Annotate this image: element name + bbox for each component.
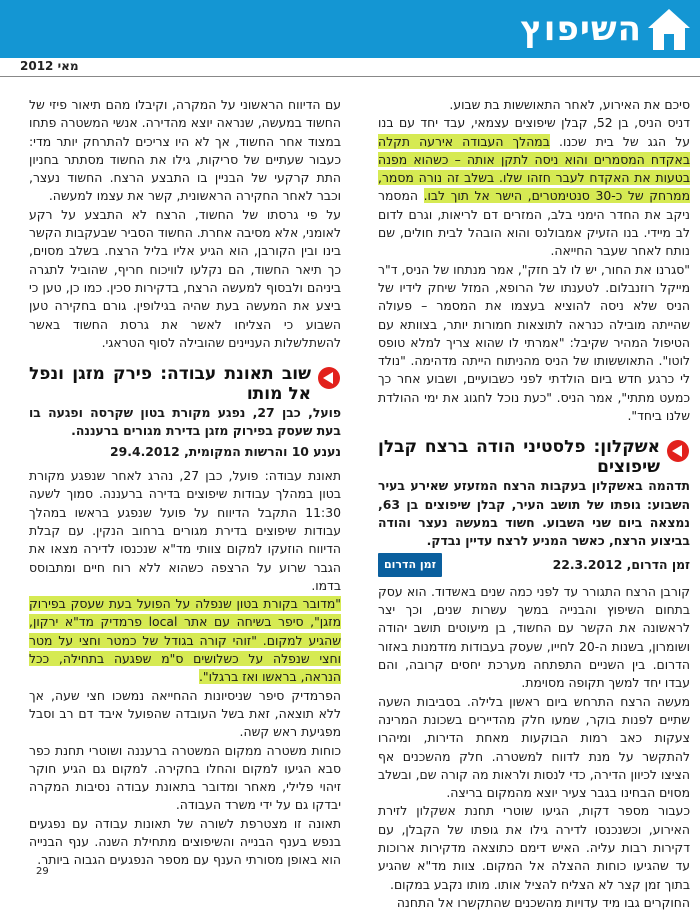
paragraph: "סגרנו את החור, יש לו לב חזק", אמר מנתחו של הניס, ד"ר מייקל רוזנבלום. לטענתו של הרופא, המזל שיחק לידיו של הניס שלא ניסה להוציא בעצמו את המסמר – פעולה שהייתה מובילה כנראה לתוצאות חמורות יותר, בצוותא עם הטיפול המהיר שקיבל: "אמרתי לו שהוא צריך למלא טופס לוטו". התאוששותו של הניס מהניתוח הייתה מדהימה. "נולד לי כרגע חדש ביום הולדתי לפני כשבועיים, ושבוע אחר כך כמעט מתתי", אמר הניס. "כעת נוכל לחגוג את ימי ההולדת שלנו ביחד".	[378, 261, 690, 424]
right-column	[378, 96, 690, 912]
play-arrow-icon	[317, 366, 341, 390]
paragraph: קורבן הרצח התגורר עד לפני כמה שנים באשדוד. הוא עסק בתחום השיפוץ והבנייה במשך עשרות שנים, וכך יצר לראשונה את הקשר עם החשוד, בן מיעוטים תושב יהודה ושומרון, בשנות ה-20 לחייו, שעסק בעבודות מזדמנות באזור הדרום. בין השניים התפתחה מערכת יחסים קרובה, והם עבדו יחד למשך תקופה מסוימת.	[378, 583, 690, 691]
highlighted-text: במהלך העבודה אירעה תקלה באקדח המסמרים והוא ניסה לתקן אותה – כשהוא מפנה בטעות את האקדח לעבר חזהו שלו. בשלב זה נורה מסמר, ממרחק של כ-30 סנטימטרים, הישר אל תוך לבו.	[378, 133, 690, 204]
paragraph: עם הדיווח הראשוני על המקרה, וקיבלו מהם תיאור פיזי של החשוד במעשה, שנראה יוצא מהדירה. אנשי המשטרה פתחו במצוד אחר החשוד, אך לא היו צריכים להתרחק יותר מדי: כעבור שעתיים של סריקות, גילו את החשוד מסתתר בחניון התת קרקעי של הבניין בו התבצע הרצח. החשוד נעצר, וכבר לאחר החקירה הראשונית, קשר את עצמו למעשה.	[29, 97, 341, 204]
issue-date-strip	[0, 58, 700, 77]
play-arrow-icon	[666, 439, 690, 463]
paragraph: כעבור מספר דקות, הגיעו שוטרי תחנת אשקלון לזירת האירוע, וכשנכנסו לדירה גילו את גופתו של הקבלן, עם דקירות רבות עליה. האיש דימם כתוצאה מדקירות ארוכות עד שהגיעו כוחות ההצלה אל המקום. צוות מד"א שהגיע בתוך זמן קצר לא הצליח להציל אותו. מותו נקבע במקום.	[378, 803, 690, 892]
article-heading	[378, 437, 690, 477]
article-source-row	[29, 443, 341, 461]
article-source-row	[378, 553, 690, 577]
paragraph: הפרמדיק סיפר שניסיונות ההחייאה נמשכו חצי שעה, אך ללא תוצאה, זאת בשל העובדה שהפועל איבד דם רב וסבל מפגיעת ראש קשה.	[29, 687, 341, 740]
highlighted-text: "מדובר בקורת בטון שנפלה על הפועל בעת שעסק בפירוק מזגן", סיפר בשיחה עם אתר local פרמדיק מד"א ירקון, שהגיע למקום. "זוהי קורה בגודל של כמטר וחצי על מטר וחצי שנפלה על כשלושים ס"מ שפגעה בתחילה, ככל הנראה, בראשו ואז ברגלו".	[29, 596, 341, 685]
house-icon	[646, 6, 692, 52]
article-title: אשקלון: פלסטיני הודה ברצח קבלן שיפוצים	[378, 437, 660, 478]
paragraph: דניס הניס, בן 52, קבלן שיפוצים עצמאי, עבד יחד עם בנו על הגג של בית שכנו. במהלך העבודה אירעה תקלה באקדח המסמרים והוא ניסה לתקן אותה – כשהוא מפנה בטעות את האקדח לעבר חזהו שלו. בשלב זה נורה מסמר, ממרחק של כ-30 סנטימטרים, הישר אל תוך לבו. המסמר ניקב את החדר הימני בלב, המזרים דם לריאות, וגרם לדום לב מיידי. בנו הזעיק אמבולנס והוא הובהל לבית חולים, שם נותח לאחר שעבר החייאה.	[378, 115, 690, 259]
article-lead: פועל, כבן 27, נפגע מקורת בטון שקרסה ופגעה בו בעת שעסק בפירוק מזגן בדירת מגורים ברעננה.	[29, 405, 341, 439]
paragraph: סיכם את האירוע, לאחר התאוששות בת שבוע.	[449, 97, 690, 112]
paragraph: מעשה הרצח התרחש ביום ראשון בלילה. בסביבות השעה שתיים לפנות בוקר, שמעו חלק מהדיירים בשכונת המרינה צעקות כאב רמות הבוקעות מאחת הדירות, ומיהרו להתקשר על מנת לדווח למשטרה. חלק מהשכנים אף הציצו לכיוון הדירה, כדי לנסות ולראות מה קורה שם, ובשלב מסוים הבחינו בגבר צעיר יוצא מהמקום בריצה.	[378, 693, 690, 801]
article-heading	[29, 364, 341, 404]
paragraph: על פי גרסתו של החשוד, הרצח לא התבצע על רקע לאומני, אלא מסיבה אחרת. החשוד הסביר שבעקבות הקשר בינו ובין הקורבן, הוא הגיע אליו בליל הרצח. בשלב מסוים, כך תיאר החשוד, הם נקלעו לוויכוח חריף, שהוביל לתגרה ביניהם ולבסוף למעשה הרצח, בדקירות סכין. כמו כן, טען כי ביצע את המעשה בעת שהיה בגילופין. גורם בחקירה טען השבוע כי הצליחו לאשר את גרסת החשוד באשר להשתלשלות העניינים שהובילה לסוף הטראגי.	[29, 206, 341, 350]
article-source: נענע 10 והרשות המקומית, 29.4.2012	[110, 443, 341, 459]
paragraph: תאונת עבודה: פועל, כבן 27, נהרג לאחר שנפגע מקורת בטון במהלך עבודות שיפוצים בדירה ברעננה. סמוך לשעה 11:30 התקבל הדיווח על פועל שנפגע בראשו במהלך עבודות שיפוצים בדירת מגורים ברחוב הנקין. עם קבלת הדיווח הוזעקו למקום צוותי מד"א שנכנסו לדירה מצאו את הגבר שרוע על הרצפה כשהוא ללא רוח חיים ומתבוסס בדמו.	[29, 468, 342, 593]
magazine-logo	[520, 6, 692, 52]
article-title: שוב תאונת עבודה: פירק מזגן ונפל אל מותו	[29, 364, 311, 405]
paragraph: החוקרים גבו מיד עדויות מהשכנים שהתקשרו אל התחנה	[396, 894, 690, 910]
logo-text: השיפוץ	[520, 9, 642, 49]
page-number: 29	[36, 866, 49, 877]
source-logo-badge: זמן הדרום	[378, 553, 442, 577]
paragraph: כוחות משטרה ממקום המשטרה ברעננה ושוטרי תחנת כפר סבא הגיעו למקום והחלו בחקירה. למקום גם הגיע חוקר זיהוי פלילי, מאחר ומדובר בתאונת עבודה נסיבות המקרה יבדקו גם על ידי משרד העבודה.	[29, 742, 341, 813]
paragraph: תאונה זו מצטרפת לשורה של תאונות עבודה עם נפגעים בנפש בענף הבנייה והשיפוצים מתחילת השנה. ענף הבנייה הוא באופן מסורתי הענף עם מספר הנפגעים הגבוה ביותר.	[29, 815, 341, 868]
issue-date: מאי 2012	[20, 59, 79, 73]
page-header	[0, 0, 700, 58]
left-column	[29, 96, 341, 870]
article-lead: תדהמה באשקלון בעקבות הרצח המזעזע שאירע בעיר השבוע: גופתו של תושב העיר, קבלן שיפוצים בן 63, נמצאה ביום שני השבוע. חשוד במעשה נעצר והודה בביצוע הרצח, כאשר המניע לרצח עדיין נבדק.	[378, 478, 690, 549]
article-source: זמן הדרום, 22.3.2012	[552, 556, 690, 572]
paragraph	[29, 595, 341, 686]
